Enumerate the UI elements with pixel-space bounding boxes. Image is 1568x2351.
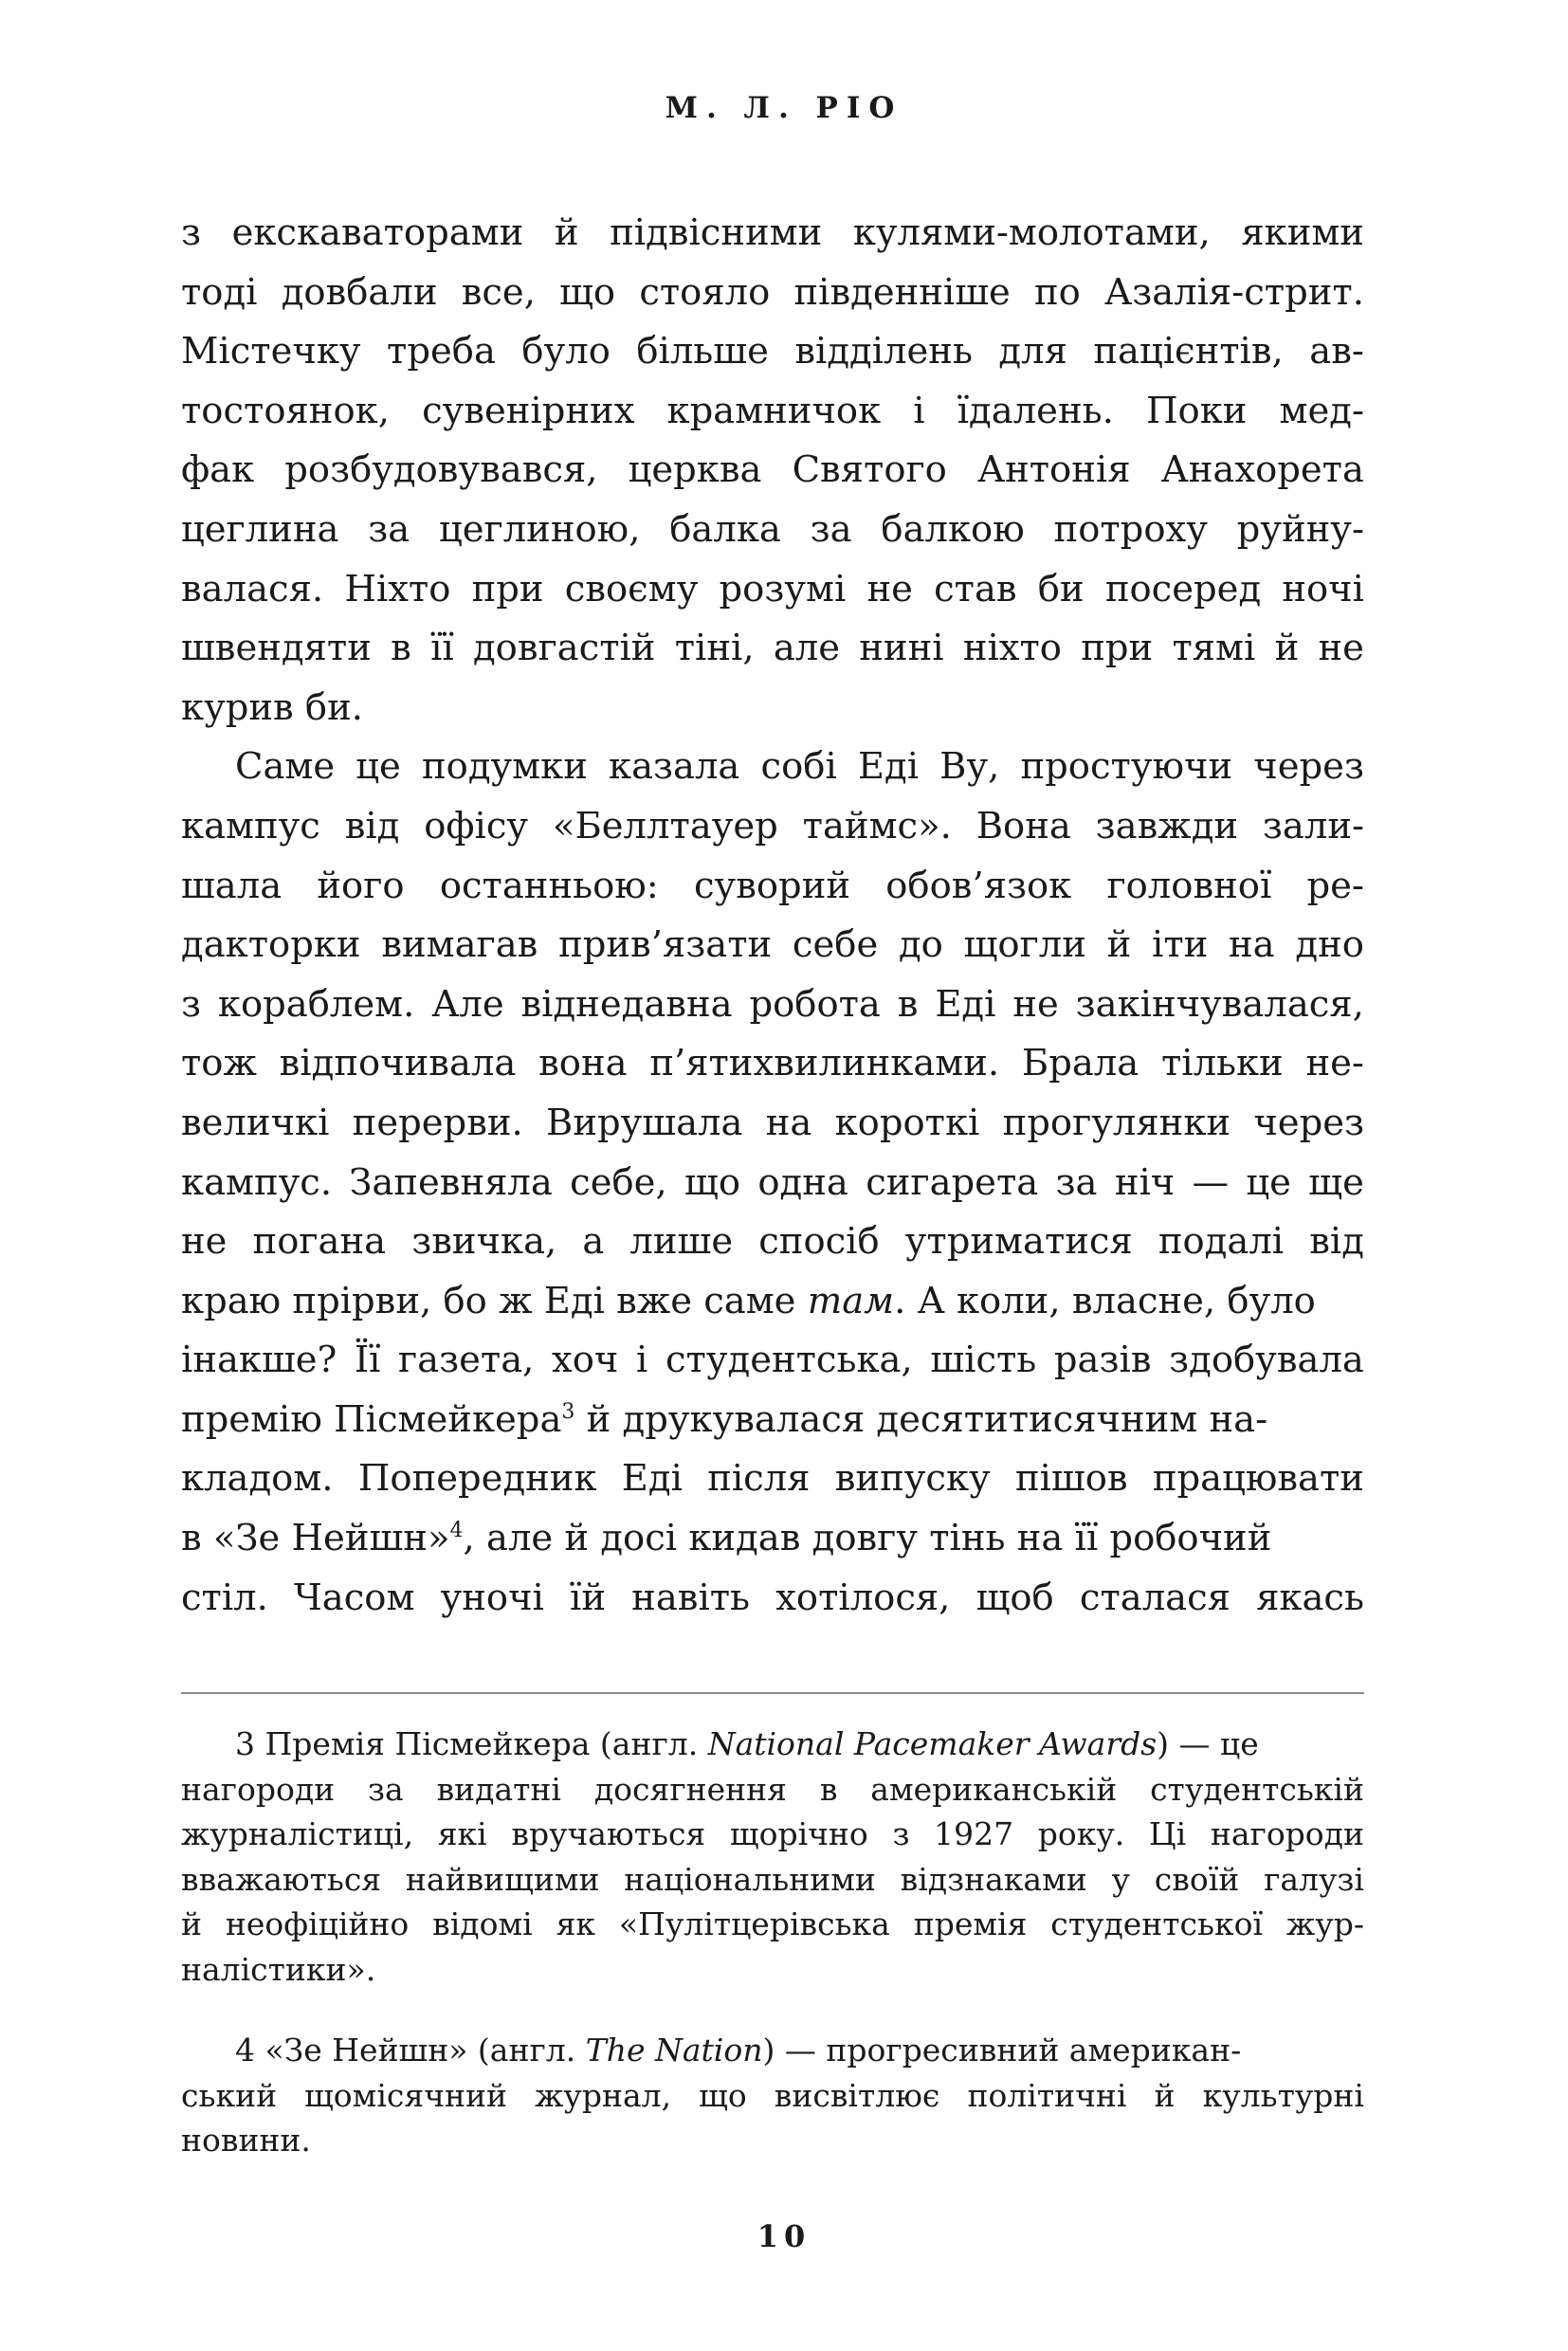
word: церква (628, 448, 762, 492)
text-line (181, 1391, 1364, 1450)
word: відзнаками (900, 1860, 1087, 1898)
paragraph-1 (181, 204, 1364, 738)
word: разів (1053, 1339, 1152, 1382)
word: сталася (1079, 1576, 1231, 1619)
word: відділень (794, 330, 973, 374)
word: тіні, (674, 627, 755, 670)
word: студентської (1050, 1905, 1264, 1942)
word: якими (1241, 211, 1364, 254)
word: ніхто (962, 627, 1062, 670)
word: Але (431, 982, 504, 1026)
footnote-4 (181, 2028, 1364, 2163)
word: це (356, 745, 401, 789)
word: не (866, 567, 913, 611)
word: вона (538, 1042, 628, 1085)
word: після (707, 1457, 811, 1501)
word: прогулянки (1002, 1101, 1231, 1144)
word: національними (624, 1860, 876, 1898)
word: потроху (1053, 507, 1208, 551)
word: кампус. (181, 1160, 333, 1204)
word: утриматися (904, 1220, 1133, 1264)
word: робота (749, 982, 881, 1026)
word: при (1081, 627, 1154, 670)
word: й (554, 211, 579, 254)
word: інакше? (181, 1339, 337, 1382)
word: й (181, 1905, 202, 1942)
word: стіл. (181, 1576, 268, 1619)
word: Попередник (357, 1457, 597, 1501)
word: це (1246, 1160, 1291, 1204)
text-line: курив би. (181, 685, 364, 729)
word: тямі (1172, 627, 1256, 670)
word: руйну- (1236, 507, 1364, 551)
word: швендяти (181, 627, 372, 670)
word: їй (570, 1576, 606, 1619)
word: її (430, 627, 454, 670)
word: в (819, 1770, 838, 1808)
word: досягнення (593, 1770, 787, 1808)
word: й (1106, 923, 1132, 967)
word: за (810, 507, 852, 551)
word: нагороди (1210, 1815, 1364, 1852)
word: останньою: (439, 864, 659, 907)
footnote-line (181, 1722, 1364, 1767)
word: але (773, 627, 841, 670)
word: крамничок (666, 389, 882, 432)
word: кладом. (181, 1457, 334, 1501)
text-line (181, 441, 1364, 501)
word: навіть (631, 1576, 751, 1619)
text-line (181, 1449, 1364, 1509)
word: галузі (1264, 1860, 1364, 1898)
word: відпочивала (279, 1042, 517, 1085)
word: випуску (834, 1457, 991, 1501)
word: не- (1305, 1042, 1364, 1085)
word: щомісячний (304, 2076, 507, 2114)
word: Брала (1021, 1042, 1140, 1085)
word: казала (609, 745, 740, 789)
word: офісу (424, 804, 529, 847)
word: Анахорета (1160, 448, 1364, 492)
word: — (1192, 1160, 1230, 1204)
word: Азалія-стрит. (1104, 270, 1364, 314)
word: зали- (1262, 804, 1364, 847)
footnote-line (181, 2028, 1364, 2073)
word: Ніхто (344, 567, 451, 611)
text-line (181, 501, 1364, 560)
paragraph-2 (181, 738, 1364, 1628)
word: цеглиною, (439, 507, 641, 551)
word: Запевняла (349, 1160, 553, 1204)
word: й (1154, 2076, 1176, 2114)
word: уночі (440, 1576, 544, 1619)
word: Вона (975, 804, 1071, 847)
text-line (181, 1094, 1364, 1154)
word: за (1055, 1160, 1098, 1204)
text-line (181, 1034, 1364, 1094)
word: «Беллтауер (552, 804, 778, 847)
word: кораблем. (217, 982, 415, 1026)
word: пішов (1014, 1457, 1128, 1501)
word: сигарета (866, 1160, 1039, 1204)
footnote-line (181, 1902, 1364, 1947)
word: нині (859, 627, 944, 670)
footnote-line (181, 1767, 1364, 1813)
word: по (1034, 270, 1081, 314)
text-line (181, 619, 1364, 679)
word: балкою (881, 507, 1025, 551)
text-line (181, 1272, 1364, 1332)
word: фак (181, 448, 255, 492)
word: у (1111, 1860, 1130, 1898)
word: щорічно (729, 1815, 868, 1852)
word: Саме (235, 745, 336, 789)
footnote-ref-4[interactable]: 4 (449, 1519, 464, 1543)
word: через (1253, 745, 1364, 789)
word: суворий (693, 864, 851, 907)
word: своєму (564, 567, 699, 611)
word: балка (669, 507, 781, 551)
text-line (181, 560, 1364, 620)
word: себе, (570, 1160, 667, 1204)
word: журнал, (535, 2076, 672, 2114)
word: звичка, (411, 1220, 557, 1264)
text-segment: краю прірви, бо ж Еді вже саме там. А коли, власне, було (181, 1279, 1316, 1322)
word: на (765, 1101, 812, 1144)
footnote-line (181, 2073, 1364, 2119)
word: подалі (1158, 1220, 1285, 1264)
text-line (181, 1331, 1364, 1391)
word: що (559, 270, 616, 314)
text-line (181, 738, 1364, 797)
word: Часом (294, 1576, 415, 1619)
word: не (1012, 982, 1059, 1026)
footnote-number: 3 (235, 1725, 255, 1762)
footnote-line: новини. (181, 2122, 311, 2159)
word: цеглина (181, 507, 339, 551)
word: пацієнтів, (1093, 330, 1284, 374)
word: що (684, 1160, 741, 1204)
word: в (391, 627, 411, 670)
word: а (582, 1220, 605, 1264)
text-line (181, 322, 1364, 382)
text-line (181, 857, 1364, 917)
word: розбудовувався, (284, 448, 598, 492)
footnote-divider (181, 1692, 1364, 1694)
word: і (913, 389, 925, 432)
word: не (1318, 627, 1364, 670)
word: лише (629, 1220, 734, 1264)
word: прив’язати (558, 923, 773, 967)
word: довбали (281, 270, 438, 314)
word: ський (181, 2076, 278, 2114)
word: Еді (857, 745, 920, 789)
footnote-3 (181, 1722, 1364, 1992)
word: Поки (1145, 389, 1248, 432)
word: 1927 (934, 1815, 1014, 1852)
word: ночі (1282, 567, 1364, 611)
word: Святого (792, 448, 947, 492)
word: працювати (1152, 1457, 1364, 1501)
word: газета, (398, 1339, 535, 1382)
text-line (181, 1569, 1364, 1629)
word: тільки (1160, 1042, 1284, 1085)
text-line (181, 264, 1364, 323)
word: премія (913, 1905, 1028, 1942)
word: як (556, 1905, 596, 1942)
word: себе (792, 923, 879, 967)
word: до (898, 923, 943, 967)
word: для (998, 330, 1067, 374)
word: студентській (1150, 1770, 1364, 1808)
word: став (934, 567, 1017, 611)
word: величкі (181, 1101, 330, 1144)
text-line (181, 1509, 1364, 1569)
word: підвісними (610, 211, 823, 254)
word: нагороди (181, 1770, 336, 1808)
footnote-line (181, 1812, 1364, 1857)
word: хотілося, (775, 1576, 951, 1619)
word: в (897, 982, 919, 1026)
word: з (181, 982, 201, 1026)
word: стояло (639, 270, 771, 314)
footnote-line: налістики». (181, 1950, 376, 1988)
word: і (636, 1339, 648, 1382)
footnote-line (181, 1857, 1364, 1903)
word: іти (1152, 923, 1209, 967)
word: простуючи (1020, 745, 1233, 789)
word: короткі (834, 1101, 980, 1144)
word: головної (1106, 864, 1272, 907)
word: обов’язок (885, 864, 1072, 907)
word: його (317, 864, 405, 907)
text-segment: премію Пісмейкера$^3$ й друкувалася десятитисячним на- (181, 1397, 1268, 1441)
word: тоді (181, 270, 258, 314)
word: року. (1037, 1815, 1125, 1852)
word: Ці (1148, 1815, 1187, 1852)
word: через (1253, 1101, 1364, 1144)
word: вважаються (181, 1860, 382, 1898)
word: за (368, 507, 410, 551)
word: при (471, 567, 544, 611)
word: з (892, 1815, 910, 1852)
word: не (181, 1220, 228, 1264)
word: розумі (719, 567, 847, 611)
word: одна (757, 1160, 848, 1204)
word: ще (1308, 1160, 1364, 1204)
text-segment: в «Зе Нейшн»$^4$, але й досі кидав довгу тінь на її робочий (181, 1517, 1272, 1560)
word: ав- (1309, 330, 1364, 374)
word: жур- (1285, 1905, 1364, 1942)
word: найвищими (405, 1860, 600, 1898)
word: посеред (1104, 567, 1262, 611)
word: Вирушала (546, 1101, 743, 1144)
text-segment: 3 Премія Пісмейкера (англ. National Pacemaker Awards) — це (235, 1725, 1259, 1762)
word: собі (760, 745, 837, 789)
word: культурні (1202, 2076, 1364, 2114)
word: що (699, 2076, 747, 2114)
word: Еді (935, 982, 996, 1026)
word: ре- (1306, 864, 1364, 907)
word: сувенірних (422, 389, 635, 432)
word: подумки (421, 745, 588, 789)
word: неофіційно (225, 1905, 410, 1942)
word: й (1274, 627, 1300, 670)
word: від (344, 804, 400, 847)
word: шість (930, 1339, 1037, 1382)
word: ніч (1114, 1160, 1176, 1204)
word: студентська, (665, 1339, 913, 1382)
word: здобувала (1169, 1339, 1364, 1382)
word: висвітлює (774, 2076, 940, 2114)
word: вимагав (381, 923, 538, 967)
word: завжди (1095, 804, 1239, 847)
word: більше (636, 330, 769, 374)
word: їдалень. (957, 389, 1114, 432)
word: п’ятихвилинками. (649, 1042, 1000, 1085)
word: Еді (621, 1457, 683, 1501)
text-line (181, 1212, 1364, 1272)
word: кулями-молотами, (852, 211, 1211, 254)
word: погана (252, 1220, 387, 1264)
text-segment: 4 «Зе Нейшн» (англ. The Nation) — прогресивний американ- (235, 2032, 1242, 2069)
text-line (181, 1154, 1364, 1213)
word: політичні (967, 2076, 1127, 2114)
text-line (181, 382, 1364, 442)
word: вручаються (511, 1815, 706, 1852)
word: тож (181, 1042, 257, 1085)
text-line (181, 797, 1364, 857)
word: таймс». (802, 804, 952, 847)
footnote-ref-3[interactable]: 3 (561, 1400, 575, 1425)
word: Антонія (976, 448, 1131, 492)
word: треба (387, 330, 496, 374)
word: Її (354, 1339, 381, 1382)
word: на (1229, 923, 1275, 967)
emphasis-word: там (807, 1279, 895, 1322)
word: з (181, 211, 201, 254)
word: закінчувалася, (1075, 982, 1364, 1026)
page-number: 10 (757, 2218, 811, 2254)
word: екскаваторами (231, 211, 524, 254)
word: шала (181, 864, 283, 907)
word: відомі (432, 1905, 533, 1942)
word: які (437, 1815, 487, 1852)
text-line (181, 916, 1364, 975)
word: хоч (552, 1339, 619, 1382)
word: було (521, 330, 611, 374)
word: журналістиці, (181, 1815, 414, 1852)
word: «Пулітцерівська (618, 1905, 890, 1942)
word: кампус (181, 804, 320, 847)
word: щогли (963, 923, 1086, 967)
word: мед- (1279, 389, 1364, 432)
word: Містечку (181, 330, 361, 374)
word: видатні (436, 1770, 561, 1808)
running-header: М. Л. РІО (665, 91, 903, 125)
main-text (181, 204, 1364, 1628)
word: південніше (793, 270, 1011, 314)
word: щоб (975, 1576, 1054, 1619)
word: валася. (181, 567, 324, 611)
word: своїй (1154, 1860, 1240, 1898)
word: спосіб (758, 1220, 880, 1264)
word: би (1037, 567, 1085, 611)
word: довгастій (472, 627, 656, 670)
word: дакторки (181, 923, 361, 967)
footnotes (181, 1722, 1364, 2199)
text-line (181, 204, 1364, 264)
word: Ву, (939, 745, 1000, 789)
word: перерви. (352, 1101, 523, 1144)
word: дно (1295, 923, 1364, 967)
footnote-number: 4 (235, 2032, 255, 2069)
word: американській (870, 1770, 1118, 1808)
word: за (368, 1770, 404, 1808)
word: якась (1256, 1576, 1364, 1619)
word: все, (461, 270, 536, 314)
word: віднедавна (520, 982, 733, 1026)
word: від (1309, 1220, 1364, 1264)
text-line (181, 975, 1364, 1035)
word: тостоянок, (181, 389, 390, 432)
